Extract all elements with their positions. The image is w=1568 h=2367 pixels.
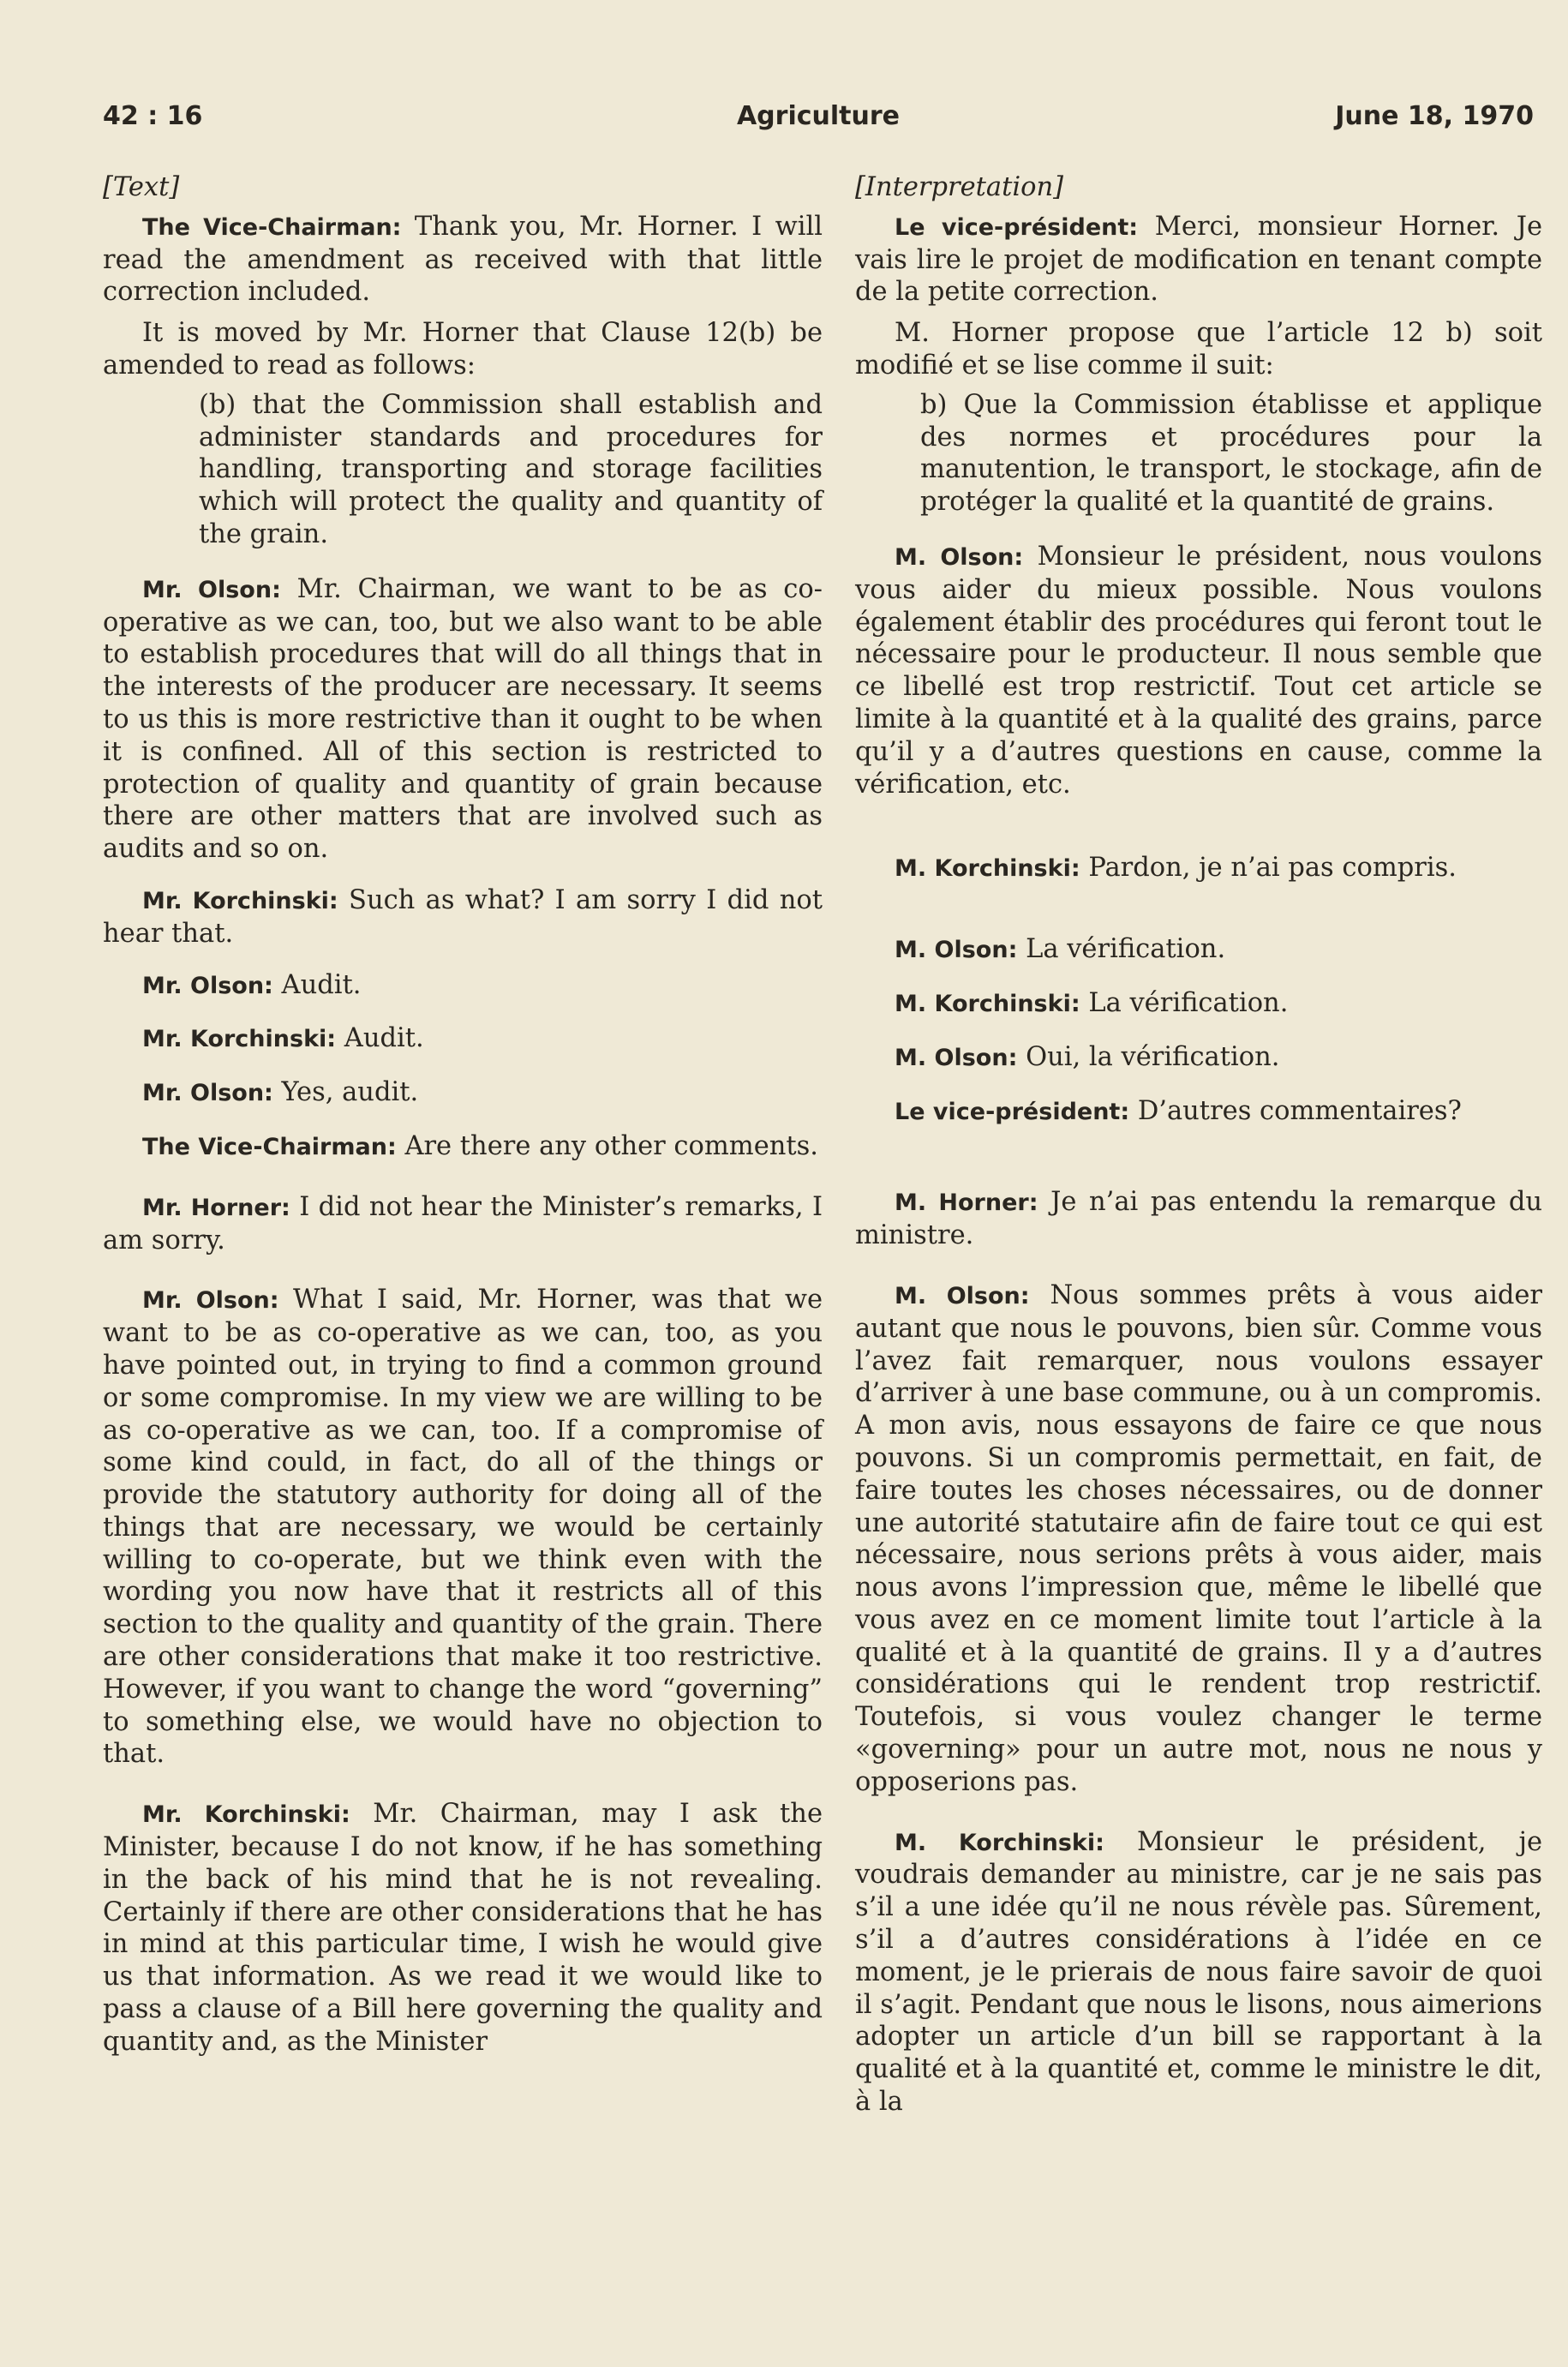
paragraph bbox=[855, 987, 1542, 1021]
session-date: June 18, 1970 bbox=[1335, 101, 1534, 131]
speaker-name: Mr. Korchinski: bbox=[142, 887, 338, 914]
speaker-name: M. Olson: bbox=[895, 1044, 1018, 1071]
paragraph bbox=[855, 1279, 1542, 1799]
speech-text: Monsieur le président, je voudrais demander au ministre, car je ne sais pas s’il a une idée qu’il ne nous révèle pas. Sûrement, s’il a d’autres considérations à l’idée en ce moment, je le prierais de nous faire savoir de quoi il s’agit. Pendant que nous le lisons, nous aimerions adopter un article d’un bill se rapportant à la qualité et à la quantité et, comme le ministre le dit, à la bbox=[855, 1826, 1542, 2118]
paragraph bbox=[103, 1284, 823, 1771]
speech-text: Yes, audit. bbox=[272, 1077, 419, 1108]
paragraph bbox=[855, 1041, 1542, 1075]
speech-text: Mr. Chairman, may I ask the Minister, because I do not know, if he has something in the back of his mind that he is not revealing. Certainly if there are other considerations that he has in mind at this particular time, I wish he would give us that information. As we read it we would like to pass a clause of a Bill here governing the quality and quantity and, as the Minister bbox=[103, 1799, 823, 2057]
speech-text: It is moved by Mr. Horner that Clause 12(b) be amended to read as follows: bbox=[103, 318, 823, 381]
speech-text: D’autres commentaires? bbox=[1129, 1095, 1462, 1126]
paragraph bbox=[103, 317, 823, 382]
paragraph bbox=[855, 933, 1542, 967]
speaker-name: Mr. Korchinski: bbox=[142, 1801, 350, 1829]
speech-text: What I said, Mr. Horner, was that we want to be as co-operative as we can, too, as you have pointed out, in trying to find a common ground or some compromise. In my view we are willing to be as co-operative as we can, too. If a compromise of some kind could, in fact, do all of the things or provide the statutory authority for doing all of the things that are necessary, we would be certainly willing to co-operate, but we think even with the wording you now have that it restricts all of this section to the quality and quantity of the grain. There are other considerations that make it too restrictive. However, if you want to change the word “governing” to something else, we would have no objection to that. bbox=[103, 1285, 823, 1770]
speech-text: (b) that the Commission shall establish and administer standards and procedures for handling, transporting and storage facilities which will protect the quality and quantity of the grain. bbox=[199, 389, 823, 549]
paragraph bbox=[103, 1191, 823, 1257]
speaker-name: M. Korchinski: bbox=[895, 1829, 1104, 1856]
paragraph bbox=[855, 852, 1542, 885]
amendment-quote bbox=[855, 389, 1542, 518]
paragraph bbox=[103, 1076, 823, 1110]
speech-text: Audit. bbox=[272, 969, 362, 1000]
speaker-name: Mr. Horner: bbox=[142, 1194, 290, 1221]
speech-text: Merci, monsieur Horner. Je vais lire le projet de modification en tenant compte de la petite correction. bbox=[855, 211, 1543, 308]
amendment-quote bbox=[103, 389, 823, 551]
speech-text: La vérification. bbox=[1080, 987, 1289, 1018]
french-column bbox=[855, 171, 1542, 2118]
speaker-name: M. Olson: bbox=[895, 543, 1024, 571]
speaker-name: Mr. Olson: bbox=[142, 1287, 279, 1315]
speaker-name: M. Olson: bbox=[895, 1282, 1030, 1309]
speaker-name: The Vice-Chairman: bbox=[142, 1133, 397, 1160]
paragraph bbox=[103, 211, 823, 309]
french-label: [Interpretation] bbox=[855, 172, 1063, 202]
page-header bbox=[103, 101, 1534, 139]
speaker-name: Mr. Olson: bbox=[142, 576, 281, 603]
speech-text: b) Que la Commission établisse et applique des normes et procédures pour la manutention, le transport, le stockage, afin de protéger la qualité et la quantité de grains. bbox=[920, 389, 1542, 518]
paragraph bbox=[855, 1186, 1542, 1252]
paragraph bbox=[103, 884, 823, 950]
speech-text: M. Horner propose que l’article 12 b) soit modifié et se lise comme il suit: bbox=[855, 318, 1542, 381]
speech-text: Je n’ai pas entendu la remarque du ministre. bbox=[855, 1187, 1542, 1251]
speech-text: Pardon, je n’ai pas compris. bbox=[1080, 853, 1457, 884]
paragraph bbox=[855, 541, 1542, 800]
speaker-name: Mr. Olson: bbox=[142, 1080, 273, 1107]
paragraph bbox=[103, 1798, 823, 2058]
paragraph bbox=[103, 1022, 823, 1056]
paragraph bbox=[855, 1826, 1542, 2118]
running-title: Agriculture bbox=[736, 101, 901, 131]
speaker-name: M. Horner: bbox=[895, 1189, 1038, 1217]
paragraph bbox=[103, 1130, 823, 1164]
speech-text: Mr. Chairman, we want to be as co-operative as we can, too, but we also want to be able to establish procedures that will do all things that in the interests of the producer are necessary. It seems to us this is more restrictive than it ought to be when it is confined. All of this section is restricted to protection of quality and quantity of grain because there are other matters that are involved such as audits and so on. bbox=[103, 573, 823, 865]
speech-text: Thank you, Mr. Horner. I will read the amendment as received with that little correction included. bbox=[103, 211, 823, 308]
english-label: [Text] bbox=[103, 172, 180, 202]
speaker-name: Le vice-président: bbox=[895, 213, 1139, 241]
speech-text: Such as what? I am sorry I did not hear that. bbox=[103, 884, 823, 949]
speech-text: I did not hear the Minister’s remarks, I am sorry. bbox=[103, 1191, 823, 1255]
page-number: 42 : 16 bbox=[103, 101, 203, 131]
speech-text: Nous sommes prêts à vous aider autant que nous le pouvons, bien sûr. Comme vous l’avez fait remarquer, nous voulons essayer d’arriver à une base commune, ou à un compromis. A mon avis, nous essayons de faire ce que nous pouvons. Si un compromis permettait, en fait, de faire toutes les choses nécessaires, ou de donner une autorité statutaire afin de faire tout ce qui est nécessaire, nous serions prêts à vous aider, mais nous avons l’impression que, même le libellé que vous avez en ce moment limite tout l’article à la qualité et à la quantité de grains. Il y a d’autres considérations qui le rendent trop restrictif. Toutefois, si vous voulez changer le terme «governing» pour un autre mot, nous ne nous y opposerions pas. bbox=[855, 1279, 1542, 1797]
speaker-name: Mr. Korchinski: bbox=[142, 1026, 337, 1053]
speaker-name: M. Korchinski: bbox=[895, 990, 1080, 1017]
speaker-name: The Vice-Chairman: bbox=[142, 213, 402, 241]
speech-text: La vérification. bbox=[1017, 934, 1226, 965]
english-column bbox=[103, 171, 823, 2058]
speech-text: Monsieur le président, nous voulons vous aider du mieux possible. Nous voulons également établir des procédures qui feront tout le nécessaire pour le producteur. Il nous semble que ce libellé est trop restrictif. Tout cet article se limite à la quantité et à la qualité des grains, parce qu’il y a d’autres questions en cause, comme la vérification, etc. bbox=[855, 541, 1543, 800]
speech-text: Are there any other comments. bbox=[396, 1130, 818, 1161]
paragraph bbox=[855, 1095, 1542, 1129]
speaker-name: M. Korchinski: bbox=[895, 855, 1080, 883]
paragraph bbox=[103, 573, 823, 866]
speaker-name: Mr. Olson: bbox=[142, 972, 273, 999]
paragraph bbox=[103, 969, 823, 1003]
paragraph bbox=[855, 317, 1542, 382]
speech-text: Oui, la vérification. bbox=[1017, 1041, 1280, 1072]
speaker-name: Le vice-président: bbox=[895, 1098, 1130, 1125]
speech-text: Audit. bbox=[336, 1023, 424, 1054]
paragraph bbox=[855, 211, 1542, 309]
speaker-name: M. Olson: bbox=[895, 937, 1018, 964]
